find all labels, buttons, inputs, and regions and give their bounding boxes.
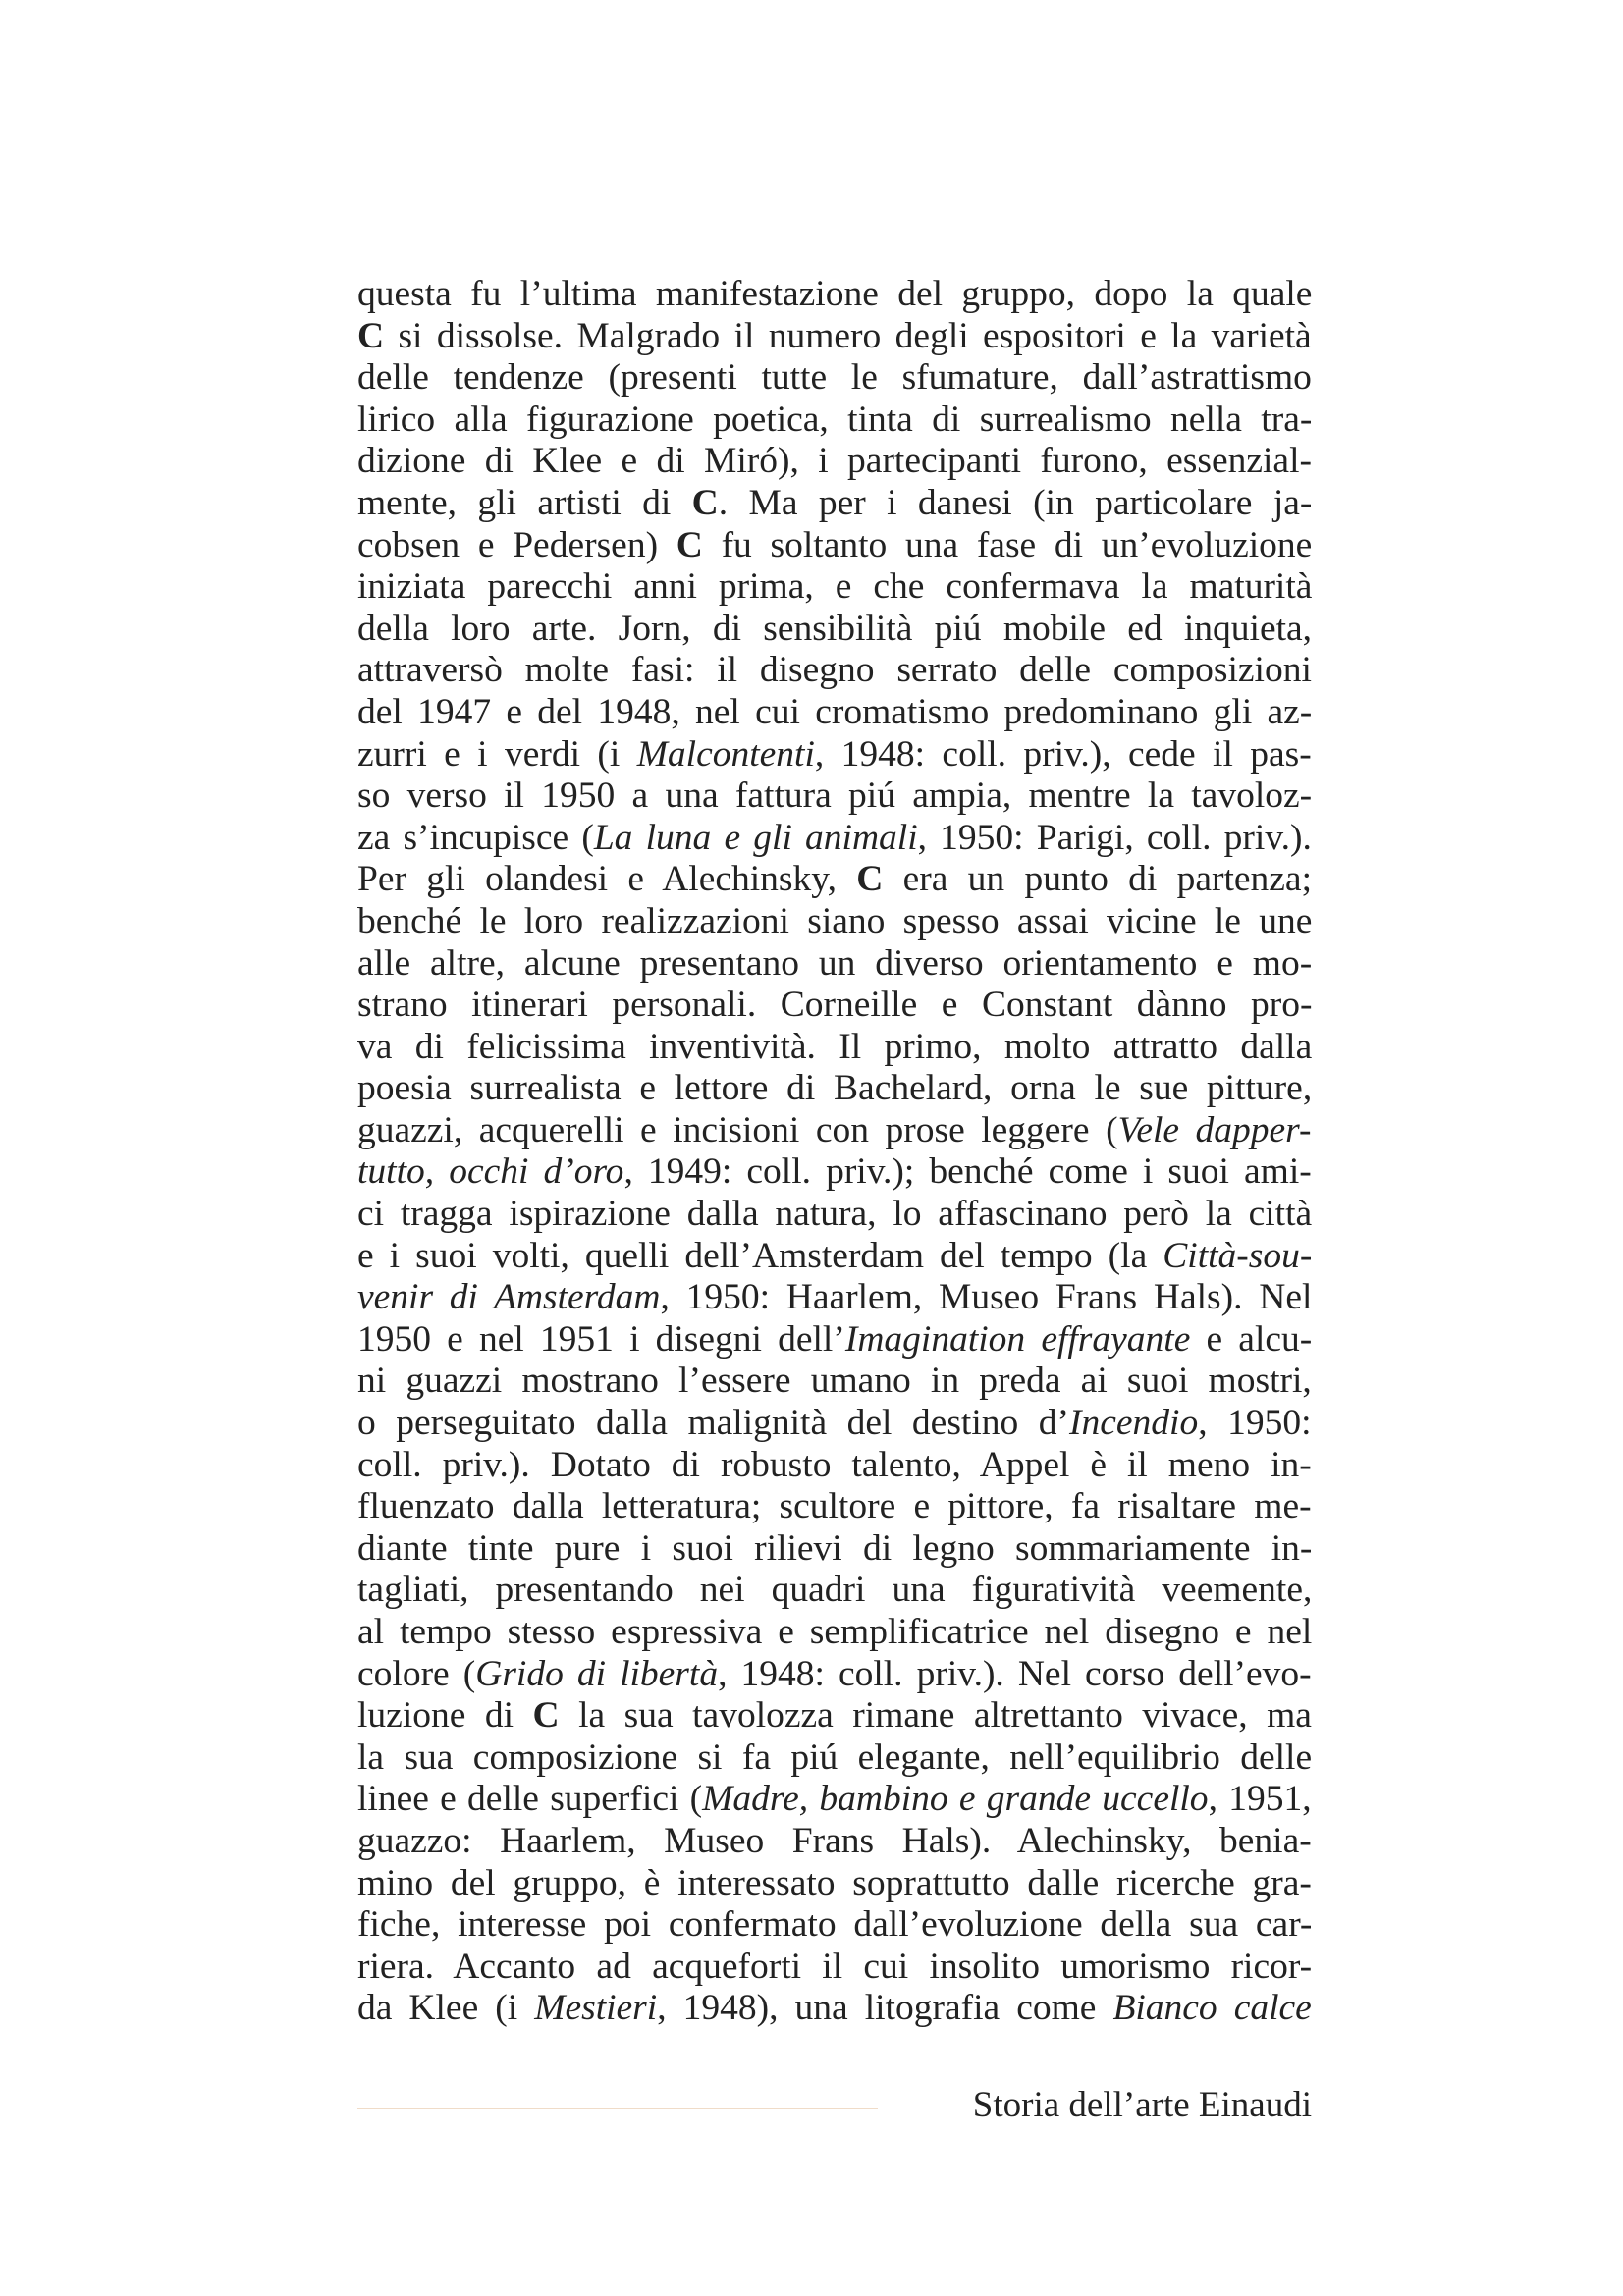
text-segment: linee e delle superfici ( [357,1779,703,1820]
text-line [357,1403,1312,1445]
bold-c: C [532,1695,560,1736]
text-segment: , 1948: coll. priv.), cede il pas- [814,733,1312,774]
text-line [357,525,1312,567]
text-line [357,1361,1312,1403]
text-line [357,943,1312,986]
text-line [357,1151,1312,1194]
text-segment: dizione di Klee e di Miró), i partecipanti furono, essenzial- [357,441,1312,482]
text-segment: . Ma per i danesi (in particolare ja- [718,482,1313,523]
text-line [357,1486,1312,1528]
text-segment: era un punto di partenza; [883,859,1312,900]
bold-c: C [856,859,884,900]
text-segment: Per gli olandesi e Alechinsky, [357,859,857,900]
text-line [357,441,1312,483]
text-segment: cobsen e Pedersen) [357,524,676,565]
text-segment: guazzo: Haarlem, Museo Frans Hals). Alechinsky, benia- [357,1820,1312,1861]
text-line [357,734,1312,776]
bold-c: C [357,315,385,356]
text-segment: riera. Accanto ad acqueforti il cui insolito umorismo ricor- [357,1946,1313,1987]
text-line [357,1528,1312,1571]
text-line [357,1570,1312,1612]
text-line [357,1068,1312,1110]
italic-title: Città-sou- [1163,1235,1313,1276]
text-segment: questa fu l’ultima manifestazione del gruppo, dopo la quale [357,274,1313,314]
text-line [357,775,1312,818]
text-line [357,985,1312,1027]
text-segment: del 1947 e del 1948, nel cui cromatismo predominano gli az- [357,691,1313,732]
text-line [357,692,1312,734]
italic-title: Grido di libertà [475,1653,719,1694]
text-segment: iniziata parecchi anni prima, e che confermava la maturità [357,566,1313,608]
text-line [357,1988,1312,2030]
text-line [357,1947,1312,1989]
text-segment: , 1950: [1198,1403,1312,1444]
text-segment: la sua tavolozza rimane altrettanto vivace, ma [559,1695,1312,1736]
text-segment: da Klee (i [357,1988,535,2029]
text-line [357,859,1312,901]
text-line [357,1904,1312,1947]
text-line [357,1110,1312,1152]
text-segment: strano itinerari personali. Corneille e Constant dànno pro- [357,985,1313,1026]
text-segment: , 1950: Parigi, coll. priv.). [917,817,1312,858]
footer-title: Storia dell’arte Einaudi [972,2085,1312,2125]
text-line [357,316,1312,358]
text-segment: poesia surrealista e lettore di Bachelard, orna le sue pitture, [357,1068,1313,1109]
body-text [357,274,1312,2030]
text-segment: lirico alla figurazione poetica, tinta di surrealismo nella tra- [357,399,1313,440]
text-segment: so verso il 1950 a una fattura piú ampia, mentre la tavoloz- [357,775,1313,817]
text-segment: zurri e i verdi (i [357,733,637,774]
text-line [357,1737,1312,1780]
text-segment: fiche, interesse poi confermato dall’evoluzione della sua car- [357,1904,1313,1946]
italic-title: Madre, bambino e grande uccello [702,1779,1209,1820]
bold-c: C [676,524,703,565]
text-segment: coll. priv.). Dotato di robusto talento, Appel è il meno in- [357,1444,1312,1485]
text-segment: o perseguitato dalla malignità del destino d’ [357,1403,1070,1444]
text-segment: za s’incupisce ( [357,817,594,858]
text-segment: e i suoi volti, quelli dell’Amsterdam del tempo (la [357,1235,1163,1276]
text-segment: tagliati, presentando nei quadri una figuratività veemente, [357,1570,1313,1611]
text-segment: al tempo stesso espressiva e semplificatrice nel disegno e nel [357,1612,1313,1652]
text-segment: diante tinte pure i suoi rilievi di legno sommariamente in- [357,1527,1313,1569]
text-line [357,1654,1312,1696]
bold-c: C [691,482,719,523]
text-segment: luzione di [357,1695,533,1736]
text-segment: colore ( [357,1653,476,1694]
italic-title: Vele dapper- [1117,1109,1312,1150]
text-line [357,1695,1312,1737]
text-line [357,1863,1312,1905]
text-segment: benché le loro realizzazioni siano spesso assai vicine le une [357,900,1313,941]
text-line [357,400,1312,442]
text-line [357,357,1312,400]
text-line [357,650,1312,692]
text-line [357,1612,1312,1654]
text-segment: va di felicissima inventività. Il primo, molto attratto dalla [357,1026,1313,1067]
italic-title: Mestieri [534,1988,658,2029]
text-segment: mino del gruppo, è interessato soprattutto dalle ricerche gra- [357,1862,1312,1903]
text-segment: , 1950: Haarlem, Museo Frans Hals). Nel [660,1277,1313,1318]
text-segment: la sua composizione si fa piú elegante, nell’equilibrio delle [357,1736,1313,1778]
text-segment: si dissolse. Malgrado il numero degli espositori e la varietà [384,315,1312,356]
text-segment: alle altre, alcune presentano un diverso orientamento e mo- [357,942,1313,984]
text-segment: fu soltanto una fase di un’evoluzione [702,524,1313,565]
text-line [357,1821,1312,1863]
text-segment: ci tragga ispirazione dalla natura, lo affascinano però la città [357,1194,1313,1235]
text-segment: fluenzato dalla letteratura; scultore e pittore, fa risaltare me- [357,1486,1312,1527]
text-segment: , 1948: coll. priv.). Nel corso dell’evo- [718,1653,1312,1694]
text-segment: , 1951, [1208,1779,1312,1820]
text-line [357,1277,1312,1319]
text-segment: 1950 e nel 1951 i disegni dell’ [357,1318,845,1360]
text-line [357,901,1312,943]
text-line [357,483,1312,525]
text-line [357,1445,1312,1487]
text-segment: della loro arte. Jorn, di sensibilità piú mobile ed inquieta, [357,608,1313,649]
text-segment: , 1948), una litografia come [657,1988,1113,2029]
text-line [357,274,1312,316]
text-segment: mente, gli artisti di [357,482,692,523]
text-line [357,1779,1312,1821]
italic-title: Malcontenti [636,733,815,774]
page-footer [357,2081,1312,2140]
italic-title: Incendio [1069,1403,1199,1444]
text-segment: e alcu- [1190,1318,1313,1360]
text-line [357,1236,1312,1278]
text-segment: , 1949: coll. priv.); benché come i suoi ami- [623,1151,1312,1193]
italic-title: venir di Amsterdam [357,1277,661,1318]
text-line [357,609,1312,651]
italic-title: Imagination effrayante [844,1318,1191,1360]
text-line [357,1027,1312,1069]
text-segment: ni guazzi mostrano l’essere umano in preda ai suoi mostri, [357,1361,1312,1402]
text-segment: delle tendenze (presenti tutte le sfumature, dall’astrattismo [357,357,1312,399]
italic-title: La luna e gli animali [593,817,918,858]
text-line [357,818,1312,860]
text-line [357,566,1312,609]
text-segment: attraversò molte fasi: il disegno serrato delle composizioni [357,650,1312,691]
text-line [357,1319,1312,1362]
text-line [357,1194,1312,1236]
italic-title: tutto, occhi d’oro [357,1151,624,1193]
text-segment: guazzi, acquerelli e incisioni con prose leggere ( [357,1109,1118,1150]
footer-rule [357,2108,878,2109]
italic-title: Bianco calce [1112,1988,1312,2029]
